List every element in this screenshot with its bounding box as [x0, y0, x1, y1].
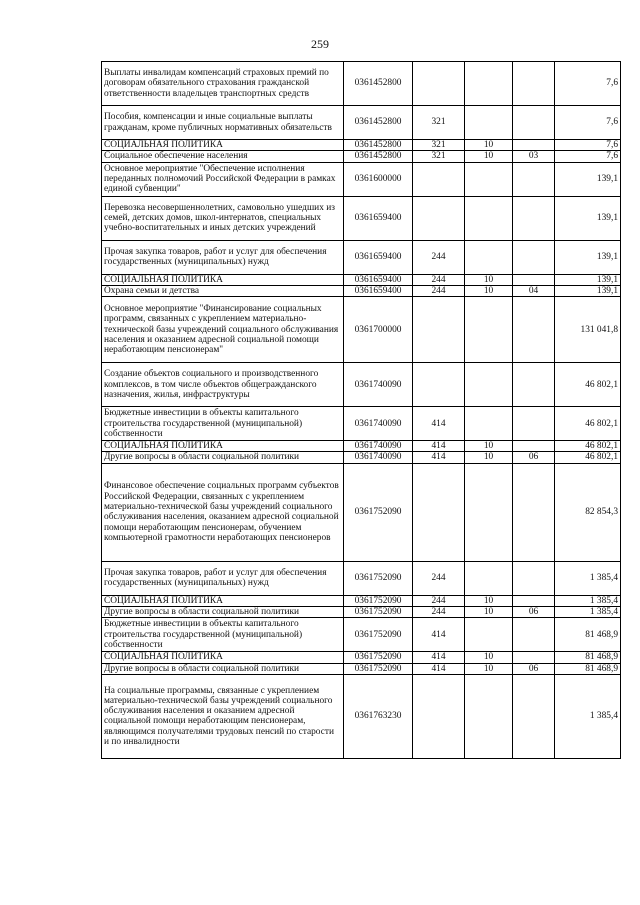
row-name-cell: Прочая закупка товаров, работ и услуг для обеспечения государственных (муниципальных) нужд: [102, 561, 344, 595]
row-name-cell: Другие вопросы в области социальной политики: [102, 607, 344, 618]
row-code-cell: 0361659400: [344, 240, 413, 274]
row-subsection-cell: [513, 595, 555, 606]
table-row: [102, 297, 621, 363]
table-row: [102, 140, 621, 151]
table-row: [102, 441, 621, 452]
row-amount-cell: 7,6: [555, 140, 621, 151]
table-row: [102, 285, 621, 296]
row-code-cell: 0361752090: [344, 561, 413, 595]
row-subsection-cell: [513, 62, 555, 106]
budget-table: [101, 61, 621, 759]
row-name-cell: СОЦИАЛЬНАЯ ПОЛИТИКА: [102, 652, 344, 663]
row-name-cell: Создание объектов социального и производственного комплексов, в том числе объектов общегражданского назначения, жилья, инфраструктуры: [102, 363, 344, 407]
row-name-cell: Бюджетные инвестиции в объекты капитального строительства государственной (муниципальной) собственности: [102, 618, 344, 652]
row-amount-cell: 131 041,8: [555, 297, 621, 363]
table-row: [102, 463, 621, 561]
row-subsection-cell: 06: [513, 452, 555, 463]
row-subsection-cell: [513, 652, 555, 663]
row-expense-type-cell: 321: [413, 106, 465, 140]
row-section-cell: [465, 363, 513, 407]
row-section-cell: [465, 463, 513, 561]
row-subsection-cell: [513, 162, 555, 196]
row-amount-cell: 82 854,3: [555, 463, 621, 561]
row-code-cell: 0361752090: [344, 463, 413, 561]
row-expense-type-cell: 414: [413, 652, 465, 663]
row-amount-cell: 139,1: [555, 196, 621, 240]
row-code-cell: 0361740090: [344, 441, 413, 452]
row-amount-cell: 46 802,1: [555, 407, 621, 441]
row-name-cell: СОЦИАЛЬНАЯ ПОЛИТИКА: [102, 441, 344, 452]
row-amount-cell: 139,1: [555, 240, 621, 274]
row-expense-type-cell: [413, 363, 465, 407]
row-section-cell: 10: [465, 274, 513, 285]
row-expense-type-cell: 244: [413, 595, 465, 606]
row-code-cell: 0361740090: [344, 363, 413, 407]
row-amount-cell: 1 385,4: [555, 674, 621, 758]
row-subsection-cell: [513, 106, 555, 140]
row-amount-cell: 1 385,4: [555, 561, 621, 595]
row-subsection-cell: 03: [513, 151, 555, 162]
table-row: [102, 162, 621, 196]
row-name-cell: СОЦИАЛЬНАЯ ПОЛИТИКА: [102, 595, 344, 606]
row-expense-type-cell: 414: [413, 663, 465, 674]
row-code-cell: 0361752090: [344, 618, 413, 652]
row-name-cell: СОЦИАЛЬНАЯ ПОЛИТИКА: [102, 274, 344, 285]
row-subsection-cell: [513, 441, 555, 452]
row-section-cell: 10: [465, 151, 513, 162]
row-section-cell: 10: [465, 140, 513, 151]
row-name-cell: Охрана семьи и детства: [102, 285, 344, 296]
row-section-cell: 10: [465, 663, 513, 674]
table-row: [102, 62, 621, 106]
row-amount-cell: 7,6: [555, 62, 621, 106]
table-row: [102, 595, 621, 606]
table-row: [102, 561, 621, 595]
row-subsection-cell: [513, 274, 555, 285]
row-name-cell: Основное мероприятие "Финансирование социальных программ, связанных с укреплением материально-технической базы учреждений социального обслуживания населения и оказанием адресной социальной помощи неработающим пенсионерам": [102, 297, 344, 363]
row-amount-cell: 139,1: [555, 162, 621, 196]
row-amount-cell: 81 468,9: [555, 618, 621, 652]
row-expense-type-cell: [413, 162, 465, 196]
row-section-cell: [465, 62, 513, 106]
row-subsection-cell: [513, 240, 555, 274]
table-row: [102, 674, 621, 758]
row-section-cell: 10: [465, 452, 513, 463]
row-expense-type-cell: [413, 463, 465, 561]
row-amount-cell: 81 468,9: [555, 652, 621, 663]
row-name-cell: Основное мероприятие "Обеспечение исполнения переданных полномочий Российской Федерации в рамках единой субвенции": [102, 162, 344, 196]
page-number: 259: [311, 37, 329, 51]
row-expense-type-cell: 414: [413, 441, 465, 452]
row-subsection-cell: [513, 561, 555, 595]
row-code-cell: 0361763230: [344, 674, 413, 758]
row-expense-type-cell: 244: [413, 561, 465, 595]
table-row: [102, 106, 621, 140]
row-subsection-cell: 04: [513, 285, 555, 296]
row-expense-type-cell: [413, 674, 465, 758]
table-row: [102, 652, 621, 663]
row-expense-type-cell: 321: [413, 151, 465, 162]
row-section-cell: 10: [465, 285, 513, 296]
row-section-cell: [465, 674, 513, 758]
row-section-cell: 10: [465, 607, 513, 618]
row-expense-type-cell: 244: [413, 607, 465, 618]
row-name-cell: Другие вопросы в области социальной политики: [102, 452, 344, 463]
row-section-cell: [465, 162, 513, 196]
row-code-cell: 0361452800: [344, 106, 413, 140]
row-subsection-cell: [513, 140, 555, 151]
row-subsection-cell: [513, 363, 555, 407]
row-expense-type-cell: [413, 297, 465, 363]
row-subsection-cell: [513, 407, 555, 441]
row-section-cell: 10: [465, 441, 513, 452]
row-expense-type-cell: 244: [413, 274, 465, 285]
row-amount-cell: 81 468,9: [555, 663, 621, 674]
row-expense-type-cell: 414: [413, 618, 465, 652]
row-expense-type-cell: 414: [413, 407, 465, 441]
row-subsection-cell: 06: [513, 607, 555, 618]
row-code-cell: 0361752090: [344, 663, 413, 674]
row-subsection-cell: [513, 618, 555, 652]
table-row: [102, 196, 621, 240]
row-subsection-cell: [513, 463, 555, 561]
row-amount-cell: 7,6: [555, 106, 621, 140]
row-amount-cell: 1 385,4: [555, 607, 621, 618]
row-code-cell: 0361452800: [344, 62, 413, 106]
row-expense-type-cell: 321: [413, 140, 465, 151]
row-subsection-cell: [513, 297, 555, 363]
row-name-cell: Социальное обеспечение населения: [102, 151, 344, 162]
row-section-cell: [465, 106, 513, 140]
row-section-cell: [465, 196, 513, 240]
row-name-cell: Перевозка несовершеннолетних, самовольно ушедших из семей, детских домов, школ-интернатов, специальных учебно-воспитательных и иных детских учреждений: [102, 196, 344, 240]
row-amount-cell: 46 802,1: [555, 363, 621, 407]
row-section-cell: [465, 561, 513, 595]
row-code-cell: 0361740090: [344, 452, 413, 463]
row-name-cell: На социальные программы, связанные с укреплением материально-технической базы учреждений социального обслуживания населения и оказанием адресной социальной помощи неработающим пенсионерам, являющимся получателями трудовых пенсий по старости и по инвалидности: [102, 674, 344, 758]
row-code-cell: 0361452800: [344, 151, 413, 162]
row-code-cell: 0361452800: [344, 140, 413, 151]
table-row: [102, 618, 621, 652]
row-section-cell: [465, 297, 513, 363]
row-expense-type-cell: 244: [413, 240, 465, 274]
row-name-cell: Прочая закупка товаров, работ и услуг для обеспечения государственных (муниципальных) нужд: [102, 240, 344, 274]
row-code-cell: 0361659400: [344, 196, 413, 240]
row-code-cell: 0361752090: [344, 595, 413, 606]
table-row: [102, 452, 621, 463]
row-code-cell: 0361752090: [344, 652, 413, 663]
row-name-cell: Бюджетные инвестиции в объекты капитального строительства государственной (муниципальной) собственности: [102, 407, 344, 441]
row-code-cell: 0361659400: [344, 274, 413, 285]
table-row: [102, 607, 621, 618]
row-section-cell: [465, 618, 513, 652]
row-subsection-cell: [513, 196, 555, 240]
row-code-cell: 0361600000: [344, 162, 413, 196]
budget-table-body: [102, 62, 621, 759]
row-name-cell: Пособия, компенсации и иные социальные выплаты гражданам, кроме публичных нормативных обязательств: [102, 106, 344, 140]
row-expense-type-cell: 414: [413, 452, 465, 463]
row-name-cell: Другие вопросы в области социальной политики: [102, 663, 344, 674]
row-section-cell: [465, 407, 513, 441]
table-row: [102, 363, 621, 407]
row-amount-cell: 46 802,1: [555, 441, 621, 452]
row-subsection-cell: 06: [513, 663, 555, 674]
row-section-cell: 10: [465, 652, 513, 663]
row-subsection-cell: [513, 674, 555, 758]
table-row: [102, 663, 621, 674]
table-row: [102, 240, 621, 274]
row-expense-type-cell: [413, 62, 465, 106]
row-name-cell: Финансовое обеспечение социальных программ субъектов Российской Федерации, связанных с укреплением материально-технической базы учреждений социального обслуживания населения, оказанием адресной социальной помощи неработающим пенсионерам, обучением компьютерной грамотности неработающих пенсионеров: [102, 463, 344, 561]
row-amount-cell: 7,6: [555, 151, 621, 162]
table-row: [102, 151, 621, 162]
row-section-cell: 10: [465, 595, 513, 606]
row-code-cell: 0361700000: [344, 297, 413, 363]
row-section-cell: [465, 240, 513, 274]
table-row: [102, 274, 621, 285]
row-expense-type-cell: 244: [413, 285, 465, 296]
row-amount-cell: 1 385,4: [555, 595, 621, 606]
row-amount-cell: 139,1: [555, 285, 621, 296]
row-amount-cell: 46 802,1: [555, 452, 621, 463]
row-expense-type-cell: [413, 196, 465, 240]
row-amount-cell: 139,1: [555, 274, 621, 285]
row-code-cell: 0361659400: [344, 285, 413, 296]
row-code-cell: 0361740090: [344, 407, 413, 441]
row-name-cell: СОЦИАЛЬНАЯ ПОЛИТИКА: [102, 140, 344, 151]
row-name-cell: Выплаты инвалидам компенсаций страховых премий по договорам обязательного страхования гражданской ответственности владельцев транспортных средств: [102, 62, 344, 106]
table-row: [102, 407, 621, 441]
row-code-cell: 0361752090: [344, 607, 413, 618]
